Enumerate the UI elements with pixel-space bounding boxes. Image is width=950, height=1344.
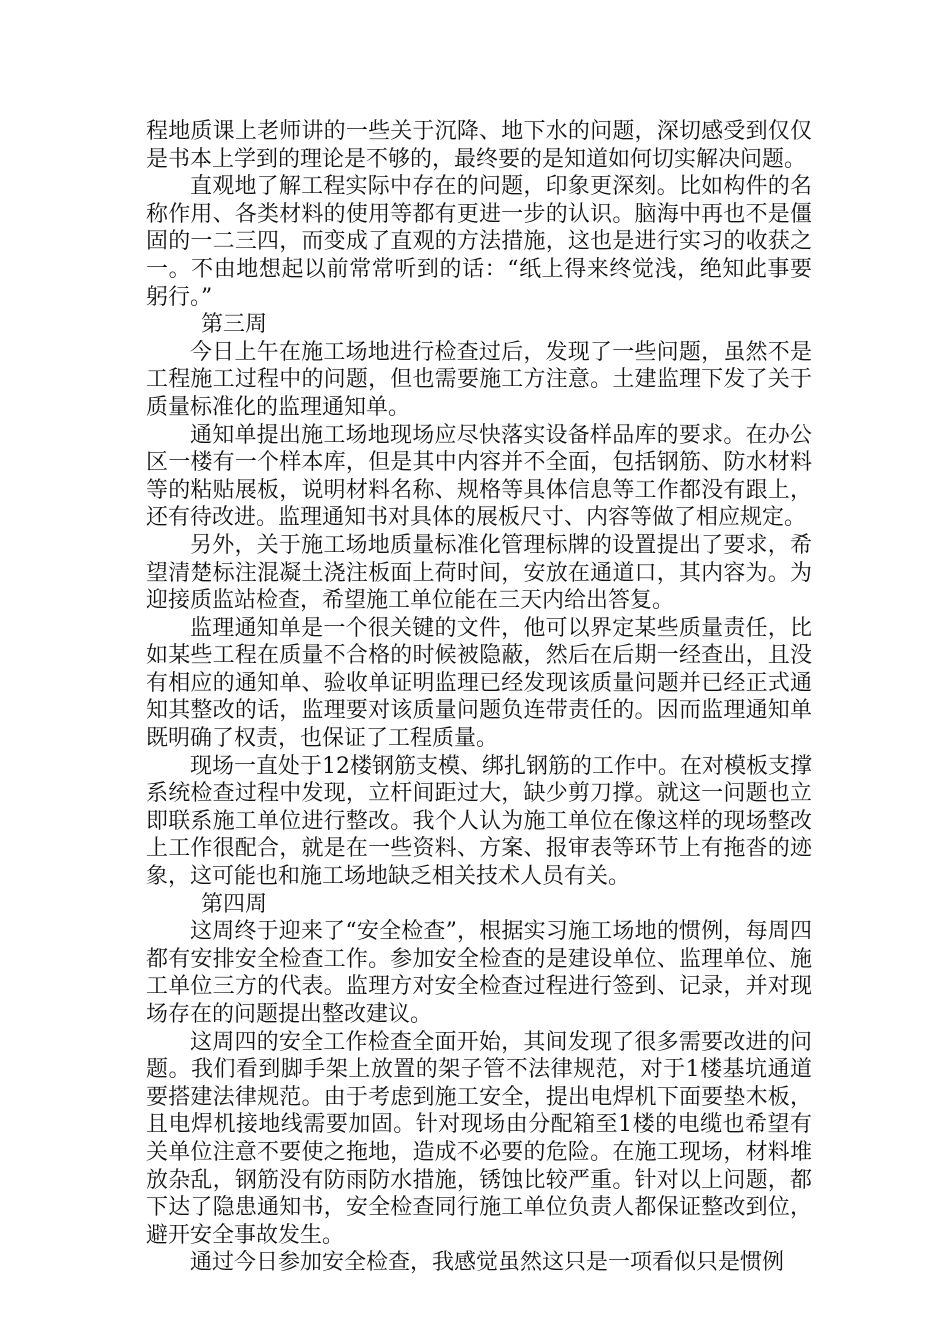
paragraph-6: 监理通知单是一个很关键的文件，他可以界定某些质量责任，比如某些工程在质量不合格的时候被隐蔽，然后在后期一经查出，且没有相应的通知单、验收单证明监理已经发现该质量问题并已经正式通知其整改的话，监理要对该质量问题负连带责任的。因而监理通知单既明确了权责，也保证了工程质量。 bbox=[146, 615, 812, 752]
paragraph-8: 这周终于迎来了“安全检查”，根据实习施工场地的惯例，每周四都有安排安全检查工作。参加安全检查的是建设单位、监理单位、施工单位三方的代表。监理方对安全检查过程进行签到、记录，并对现场存在的问题提出整改建议。 bbox=[146, 919, 812, 1027]
paragraph-9: 这周四的安全工作检查全面开始，其间发现了很多需要改进的问题。我们看到脚手架上放置的架子管不法律规范，对于1楼基坑通道要搭建法律规范。由于考虑到施工安全，提出电焊机下面要垫木板，且电焊机接地线需要加固。针对现场由分配箱至1楼的电缆也希望有关单位注意不要使之拖地，造成不必要的危险。在施工现场，材料堆放杂乱，钢筋没有防雨防水措施，锈蚀比较严重。针对以上问题，都下达了隐患通知书，安全检查同行施工单位负责人都保证整改到位，避开安全事故发生。 bbox=[146, 1029, 812, 1248]
paragraph-3: 今日上午在施工场地进行检查过后，发现了一些问题，虽然不是工程施工过程中的问题，但也需要施工方注意。土建监理下发了关于质量标准化的监理通知单。 bbox=[146, 339, 812, 420]
paragraph-10: 通过今日参加安全检查，我感觉虽然这只是一项看似只是惯例 bbox=[190, 1250, 785, 1276]
section-heading-week-4: 第四周 bbox=[201, 891, 268, 917]
paragraph-2: 直观地了解工程实际中存在的问题，印象更深刻。比如构件的名称作用、各类材料的使用等都有更进一步的认识。脑海中再也不是僵固的一二三四，而变成了直观的方法措施，这也是进行实习的收获之一。不由地想起以前常常听到的话：“纸上得来终觉浅，绝知此事要躬行。” bbox=[146, 174, 812, 310]
paragraph-5: 另外，关于施工场地质量标准化管理标牌的设置提出了要求，希望清楚标注混凝土浇注板面上荷时间，安放在通道口，其内容为。为迎接质监站检查，希望施工单位能在三天内给出答复。 bbox=[146, 532, 812, 614]
section-heading-week-3: 第三周 bbox=[201, 312, 268, 338]
document-page bbox=[146, 118, 812, 1277]
paragraph-7: 现场一直处于12楼钢筋支模、绑扎钢筋的工作中。在对模板支撑系统检查过程中发现，立杆间距过大，缺少剪刀撑。就这一问题也立即联系施工单位进行整改。我个人认为施工单位在像这样的现场整改上工作很配合，就是在一些资料、方案、报审表等环节上有拖沓的迹象，这可能也和施工场地缺乏相关技术人员有关。 bbox=[146, 753, 812, 890]
paragraph-1: 程地质课上老师讲的一些关于沉降、地下水的问题，深切感受到仅仅是书本上学到的理论是不够的，最终要的是知道如何切实解决问题。 bbox=[146, 119, 812, 172]
paragraph-4: 通知单提出施工场地现场应尽快落实设备样品库的要求。在办公区一楼有一个样本库，但是其中内容并不全面，包括钢筋、防水材料等的粘贴展板，说明材料名称、规格等具体信息等工作都没有跟上，还有待改进。监理通知书对具体的展板尺寸、内容等做了相应规定。 bbox=[146, 422, 812, 531]
